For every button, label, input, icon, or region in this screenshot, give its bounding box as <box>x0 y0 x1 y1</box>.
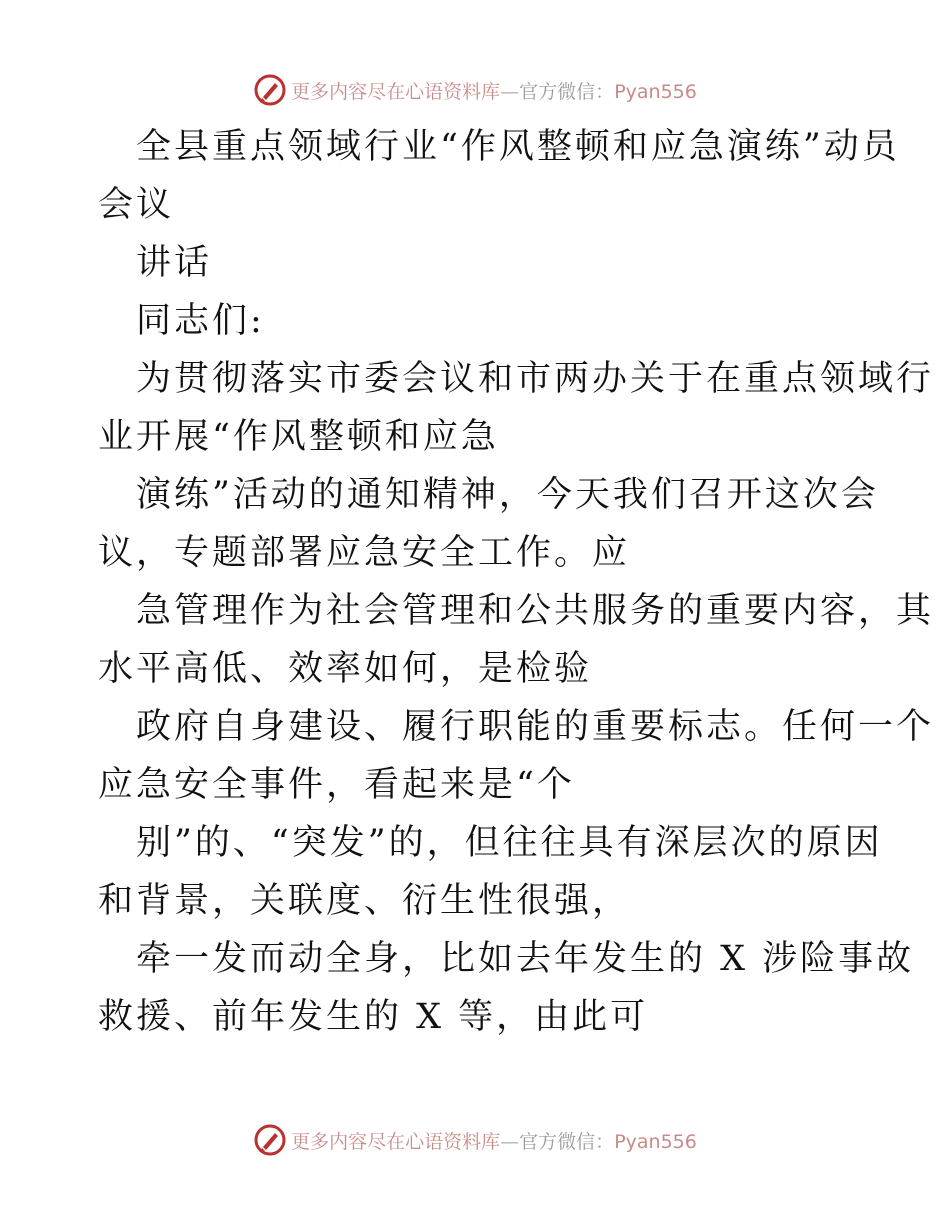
document-body <box>98 118 935 1046</box>
header-watermark <box>0 70 950 110</box>
watermark-separator: — <box>500 80 520 103</box>
body-paragraph: 急管理作为社会管理和公共服务的重要内容，其 水平高低、效率如何，是检验 <box>98 591 935 689</box>
subtitle-paragraph: 讲话 <box>136 243 213 283</box>
watermark-label: 官方微信： <box>519 1130 615 1153</box>
footer-watermark <box>0 1120 950 1160</box>
body-paragraph: 别”的、“突发”的，但往往具有深层次的原因 和背景，关联度、衍生性很强， <box>98 823 883 921</box>
watermark-brand: 更多内容尽在心语资料库 <box>291 80 501 103</box>
watermark-label: 官方微信： <box>519 80 615 103</box>
body-paragraph: 为贯彻落实市委会议和市两办关于在重点领域行 业开展“作风整顿和应急 <box>98 359 935 457</box>
body-paragraph: 政府自身建设、履行职能的重要标志。任何一个 应急安全事件，看起来是“个 <box>98 707 935 805</box>
salutation-paragraph: 同志们: <box>136 301 265 341</box>
title-paragraph: 全县重点领域行业“作风整顿和应急演练”动员 会议 <box>98 127 900 225</box>
pen-logo-icon <box>253 73 287 107</box>
watermark-id: Pyan556 <box>614 80 697 103</box>
watermark-brand: 更多内容尽在心语资料库 <box>291 1130 501 1153</box>
watermark-id: Pyan556 <box>614 1130 697 1153</box>
pen-logo-icon <box>253 1123 287 1157</box>
body-paragraph: 演练”活动的通知精神，今天我们召开这次会 议，专题部署应急安全工作。应 <box>98 475 879 573</box>
watermark-separator: — <box>500 1130 520 1153</box>
body-paragraph: 牵一发而动全身，比如去年发生的 X 涉险事故 救援、前年发生的 X 等，由此可 <box>98 939 915 1037</box>
